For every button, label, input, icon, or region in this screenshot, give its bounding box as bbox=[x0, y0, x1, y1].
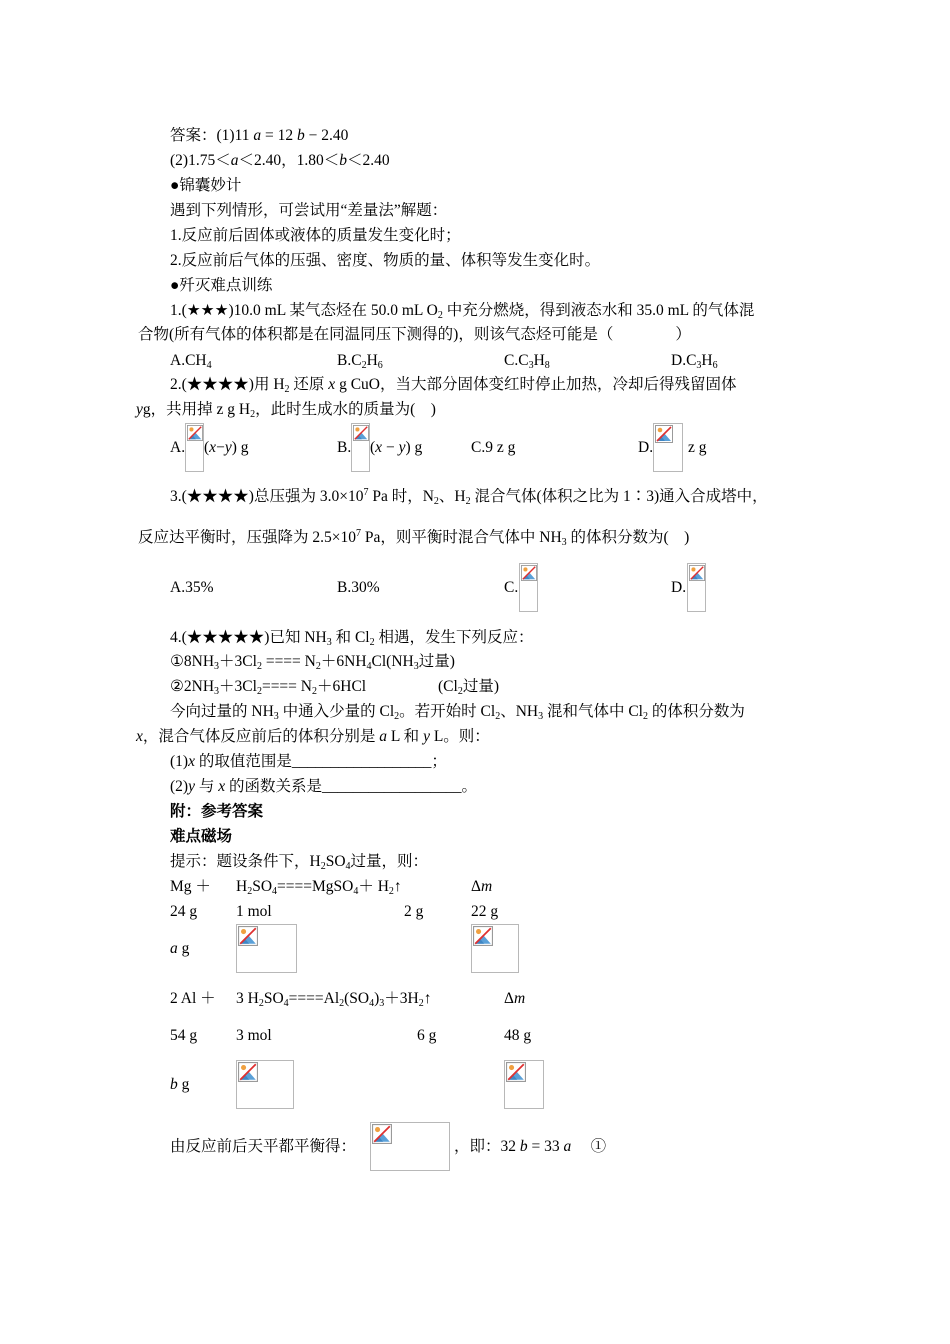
answer-line-2 bbox=[170, 150, 390, 172]
q2-text: g，共用掉 z g H bbox=[142, 401, 251, 418]
option-text: A.CH bbox=[170, 352, 207, 369]
reaction-text: ==== N bbox=[261, 678, 312, 695]
q3-text: Pa 时，N bbox=[368, 488, 434, 505]
equation-text: H bbox=[236, 878, 248, 895]
q4-text: 今向过量的 NH bbox=[170, 703, 274, 720]
subscript: 3 bbox=[326, 637, 332, 648]
q4-text: 。若开始时 Cl bbox=[399, 703, 496, 720]
broken-image-icon bbox=[238, 1062, 258, 1082]
hint-text: 提示：题设条件下，H bbox=[170, 853, 321, 870]
delta-symbol: Δ bbox=[504, 990, 514, 1007]
eq2-equation bbox=[236, 988, 431, 1010]
subscript: 3 bbox=[413, 661, 419, 672]
subscript: 4 bbox=[283, 998, 289, 1009]
formula-image-placeholder bbox=[504, 1060, 544, 1109]
option-text: H bbox=[701, 352, 713, 369]
q3-text: 的体积分数为( ) bbox=[566, 529, 690, 546]
eq2-mol-acid: 3 mol bbox=[236, 1027, 272, 1044]
eq2-mass-al: 54 g bbox=[170, 1027, 198, 1044]
var-y: y bbox=[398, 439, 406, 456]
q3-option-b: B.30% bbox=[337, 579, 380, 596]
reaction-text: ＋6NH bbox=[320, 653, 367, 670]
q4-text: 中通入少量的 Cl bbox=[278, 703, 395, 720]
eq1-delta-m bbox=[471, 876, 492, 898]
hint-text: SO bbox=[325, 853, 346, 870]
eq1-reactant-mg: Mg ＋ bbox=[170, 878, 211, 895]
reaction-text: ①8NH bbox=[170, 653, 215, 670]
eq2-delta-mass: 48 g bbox=[504, 1027, 532, 1044]
formula-image-placeholder bbox=[351, 423, 370, 472]
var-y: y bbox=[136, 401, 143, 418]
option-text: B.C bbox=[337, 352, 362, 369]
equation-text: SO bbox=[263, 990, 284, 1007]
var-y: y bbox=[188, 778, 195, 795]
q1-text: 1.(★★★)10.0 mL 某气态烃在 50.0 mL O bbox=[170, 302, 438, 319]
q3-text: 3.(★★★★)总压强为 3.0×10 bbox=[170, 488, 364, 505]
final-text-a: 由反应前后天平都平衡得： bbox=[170, 1138, 357, 1155]
var-x: x bbox=[136, 728, 143, 745]
subscript: 3 bbox=[273, 711, 279, 722]
equation-text: (SO bbox=[344, 990, 370, 1007]
subscript: 4 bbox=[206, 360, 212, 371]
q1-option-a bbox=[170, 350, 212, 372]
equation-text: ↑ bbox=[423, 990, 432, 1007]
eq2-mass-h2: 6 g bbox=[417, 1027, 437, 1044]
var-b: b bbox=[339, 152, 347, 169]
subscript: 2 bbox=[250, 409, 256, 420]
subscript: 2 bbox=[394, 711, 400, 722]
q1-line-1 bbox=[170, 300, 754, 322]
q2-line-2 bbox=[136, 399, 436, 421]
reaction-text: ＋3Cl bbox=[219, 653, 257, 670]
answer-line-1 bbox=[170, 125, 348, 147]
subscript: 8 bbox=[544, 360, 550, 371]
q2-option-a-expr bbox=[204, 437, 249, 459]
q2-option-b-label: B. bbox=[337, 439, 352, 456]
reaction-text: Cl(NH bbox=[371, 653, 414, 670]
formula-image-placeholder bbox=[519, 563, 538, 612]
q4-text: 、NH bbox=[500, 703, 539, 720]
superscript: 7 bbox=[356, 528, 361, 539]
var-a: a bbox=[379, 728, 388, 745]
reaction-text: ＋3Cl bbox=[219, 678, 257, 695]
subscript: 3 bbox=[214, 661, 220, 672]
q3-text: 混合气体(体积之比为 1∶3)通入合成塔中， bbox=[470, 488, 768, 505]
broken-image-icon bbox=[473, 926, 493, 946]
q4-text: 与 bbox=[194, 778, 219, 795]
unit-text: g bbox=[177, 940, 190, 957]
final-text: = 33 bbox=[527, 1138, 560, 1155]
formula-image-placeholder bbox=[370, 1122, 450, 1171]
q4-text: ，混合气体反应前后的体积分别是 bbox=[142, 728, 380, 745]
appendix-title: 附：参考答案 bbox=[170, 803, 264, 820]
subscript: 2 bbox=[339, 998, 345, 1009]
option-text: ( bbox=[204, 439, 210, 456]
final-text-b bbox=[454, 1136, 606, 1158]
subscript: 2 bbox=[465, 496, 471, 507]
reaction-text: ②2NH bbox=[170, 678, 215, 695]
q3-text: Pa，则平衡时混合气体中 NH bbox=[361, 529, 562, 546]
subscript: 4 bbox=[345, 861, 351, 872]
var-x: x bbox=[328, 376, 336, 393]
q4-text: 的体积分数为 bbox=[648, 703, 745, 720]
reaction-text: ＋6HCl bbox=[317, 678, 367, 695]
subscript: 4 bbox=[366, 661, 372, 672]
q4-sub-2 bbox=[170, 776, 477, 798]
tips-intro: 遇到下列情形，可尝试用“差量法”解题： bbox=[170, 202, 448, 219]
eq1-mass-h2: 2 g bbox=[404, 903, 424, 920]
option-text: C.C bbox=[504, 352, 529, 369]
formula-image-placeholder bbox=[471, 924, 519, 973]
hint-text: 过量，则： bbox=[350, 853, 429, 870]
q4-reaction-1 bbox=[170, 651, 455, 673]
subscript: 2 bbox=[388, 886, 394, 897]
q2-text: ，此时生成水的质量为( ) bbox=[255, 401, 436, 418]
eq2-reactant-al: 2 Al ＋ bbox=[170, 990, 216, 1007]
equation-text: ) bbox=[374, 990, 380, 1007]
q4-text: 混和气体中 Cl bbox=[543, 703, 643, 720]
q3-line-1 bbox=[170, 486, 768, 508]
q3-text: 、H bbox=[438, 488, 466, 505]
unit-text: g bbox=[177, 1076, 190, 1093]
subscript: 4 bbox=[353, 886, 359, 897]
var-b: b bbox=[519, 1138, 528, 1155]
reaction-text: (Cl bbox=[438, 678, 458, 695]
q1-option-b bbox=[337, 350, 383, 372]
appendix-hint bbox=[170, 851, 428, 873]
q1-text: 中充分燃烧，得到液态水和 35.0 mL 的气体混 bbox=[442, 302, 755, 319]
option-text: H bbox=[533, 352, 545, 369]
formula-image-placeholder bbox=[236, 1060, 294, 1109]
equation-text: ＋3H bbox=[384, 990, 419, 1007]
broken-image-icon bbox=[655, 425, 673, 443]
var-a: a bbox=[170, 940, 178, 957]
appendix-subtitle: 难点磁场 bbox=[170, 828, 233, 845]
answer-text: (2)1.75＜ bbox=[170, 152, 231, 169]
subscript: 4 bbox=[369, 998, 375, 1009]
q2-option-b-expr bbox=[370, 437, 422, 459]
q4-text: 4.(★★★★★)已知 NH bbox=[170, 629, 327, 646]
q2-text: g CuO，当大部分固体变红时停止加热，冷却后得残留固体 bbox=[335, 376, 737, 393]
q2-option-d-text: z g bbox=[688, 439, 707, 456]
q3-text: 反应达平衡时，压强降为 2.5×10 bbox=[138, 529, 356, 546]
q4-line-1 bbox=[170, 627, 534, 649]
q4-text: 的取值范围是__________________； bbox=[194, 753, 447, 770]
q2-text: 2.(★★★★)用 H bbox=[170, 376, 285, 393]
option-text: H bbox=[366, 352, 378, 369]
q2-option-a-label: A. bbox=[170, 439, 186, 456]
subscript: 3 bbox=[538, 711, 544, 722]
final-text: ① bbox=[571, 1138, 607, 1155]
broken-image-icon bbox=[372, 1124, 392, 1144]
var-x: x bbox=[209, 439, 217, 456]
formula-image-placeholder bbox=[185, 423, 204, 472]
var-a: a bbox=[230, 152, 239, 169]
subscript: 2 bbox=[643, 711, 648, 722]
answer-text: − 2.40 bbox=[304, 127, 349, 144]
answer-text: ＜2.40 bbox=[346, 152, 390, 169]
equation-text: ＋ H bbox=[358, 878, 389, 895]
reaction-text: 过量) bbox=[418, 653, 455, 670]
var-x: x bbox=[375, 439, 383, 456]
eq2-unknown-b bbox=[170, 1074, 189, 1096]
broken-image-icon bbox=[521, 565, 537, 581]
var-x: x bbox=[188, 753, 195, 770]
q1-option-c bbox=[504, 350, 550, 372]
subscript: 2 bbox=[457, 686, 463, 697]
var-y: y bbox=[224, 439, 232, 456]
option-text: D.C bbox=[671, 352, 697, 369]
q3-option-d: D. bbox=[671, 579, 687, 596]
q4-reaction-2 bbox=[170, 676, 366, 698]
subscript: 2 bbox=[495, 711, 501, 722]
subscript: 3 bbox=[379, 998, 385, 1009]
subscript: 2 bbox=[312, 686, 317, 697]
option-text: ) g bbox=[231, 439, 249, 456]
eq1-delta-mass: 22 g bbox=[471, 903, 499, 920]
q4-text: 相遇，发生下列反应： bbox=[374, 629, 534, 646]
reaction-text: ==== N bbox=[261, 653, 316, 670]
var-m: m bbox=[480, 878, 493, 895]
training-heading: ●歼灭难点训练 bbox=[170, 277, 273, 294]
formula-image-placeholder bbox=[236, 924, 297, 973]
subscript: 6 bbox=[377, 360, 383, 371]
q3-line-2 bbox=[138, 527, 689, 549]
final-text: ，即：32 bbox=[454, 1138, 517, 1155]
subscript: 2 bbox=[284, 384, 290, 395]
eq1-mol-acid: 1 mol bbox=[236, 903, 272, 920]
subscript: 6 bbox=[712, 360, 718, 371]
subscript: 2 bbox=[315, 661, 321, 672]
superscript: 7 bbox=[363, 487, 369, 498]
q3-option-c: C. bbox=[504, 579, 519, 596]
equation-text: ====Al bbox=[288, 990, 340, 1007]
q4-text: L 和 bbox=[387, 728, 424, 745]
q4-sub-1 bbox=[170, 751, 447, 773]
var-a: a bbox=[563, 1138, 572, 1155]
tips-item-2: 2.反应前后气体的压强、密度、物质的量、体积等发生变化时。 bbox=[170, 252, 601, 269]
q4-text: (1) bbox=[170, 753, 189, 770]
delta-symbol: Δ bbox=[471, 878, 481, 895]
subscript: 3 bbox=[696, 360, 702, 371]
broken-image-icon bbox=[689, 565, 705, 581]
subscript: 2 bbox=[256, 661, 262, 672]
answer-text: ＜2.40，1.80＜ bbox=[238, 152, 340, 169]
q4-text: (2) bbox=[170, 778, 189, 795]
equation-text: 3 H bbox=[236, 990, 259, 1007]
broken-image-icon bbox=[506, 1062, 526, 1082]
broken-image-icon bbox=[187, 425, 203, 441]
answer-text: 答案：(1)11 bbox=[170, 127, 250, 144]
var-x: x bbox=[218, 778, 226, 795]
subscript: 2 bbox=[361, 360, 367, 371]
option-text: − bbox=[216, 439, 225, 456]
var-a: a bbox=[253, 127, 262, 144]
q2-option-d-label: D. bbox=[638, 439, 654, 456]
subscript: 2 bbox=[418, 998, 424, 1009]
option-text: ) g bbox=[405, 439, 423, 456]
q1-option-d bbox=[671, 350, 718, 372]
answer-text: = 12 bbox=[261, 127, 294, 144]
eq1-equation bbox=[236, 876, 402, 898]
q4-paragraph-2 bbox=[136, 726, 490, 748]
subscript: 2 bbox=[247, 886, 253, 897]
option-text: − bbox=[382, 439, 399, 456]
broken-image-icon bbox=[238, 926, 258, 946]
subscript: 3 bbox=[214, 686, 220, 697]
q2-text: 还原 bbox=[289, 376, 329, 393]
eq1-mass-mg: 24 g bbox=[170, 903, 198, 920]
q2-line-1 bbox=[170, 374, 736, 396]
subscript: 2 bbox=[258, 998, 264, 1009]
q4-text: L。则： bbox=[429, 728, 490, 745]
subscript: 2 bbox=[256, 686, 262, 697]
var-b: b bbox=[170, 1076, 178, 1093]
tips-heading: ●锦囊妙计 bbox=[170, 177, 242, 194]
option-text: ( bbox=[370, 439, 376, 456]
formula-image-placeholder bbox=[687, 563, 706, 612]
equation-text: ↑ bbox=[393, 878, 402, 895]
q1-line-2: 合物(所有气体的体积都是在同温同压下测得的)，则该气态烃可能是（ ） bbox=[138, 326, 691, 343]
subscript: 3 bbox=[561, 537, 567, 548]
formula-image-placeholder bbox=[653, 423, 683, 472]
q4-text: 的函数关系是__________________。 bbox=[225, 778, 478, 795]
equation-text: ====MgSO bbox=[277, 878, 354, 895]
q2-option-c: C.9 z g bbox=[471, 439, 516, 456]
reaction-text: 过量) bbox=[462, 678, 499, 695]
subscript: 4 bbox=[272, 886, 278, 897]
var-y: y bbox=[423, 728, 430, 745]
equation-text: SO bbox=[252, 878, 273, 895]
subscript: 3 bbox=[528, 360, 534, 371]
subscript: 2 bbox=[320, 861, 326, 872]
var-m: m bbox=[513, 990, 526, 1007]
subscript: 2 bbox=[433, 496, 439, 507]
q4-paragraph-1 bbox=[170, 701, 745, 723]
q4-text: 和 Cl bbox=[331, 629, 370, 646]
var-b: b bbox=[297, 127, 305, 144]
tips-item-1: 1.反应前后固体或液体的质量发生变化时； bbox=[170, 227, 461, 244]
eq2-delta-m bbox=[504, 988, 525, 1010]
subscript: 2 bbox=[369, 637, 375, 648]
broken-image-icon bbox=[353, 425, 369, 441]
q3-option-a: A.35% bbox=[170, 579, 214, 596]
q4-reaction-2-condition bbox=[438, 676, 499, 698]
eq1-unknown-a bbox=[170, 938, 189, 960]
subscript: 2 bbox=[437, 310, 443, 321]
